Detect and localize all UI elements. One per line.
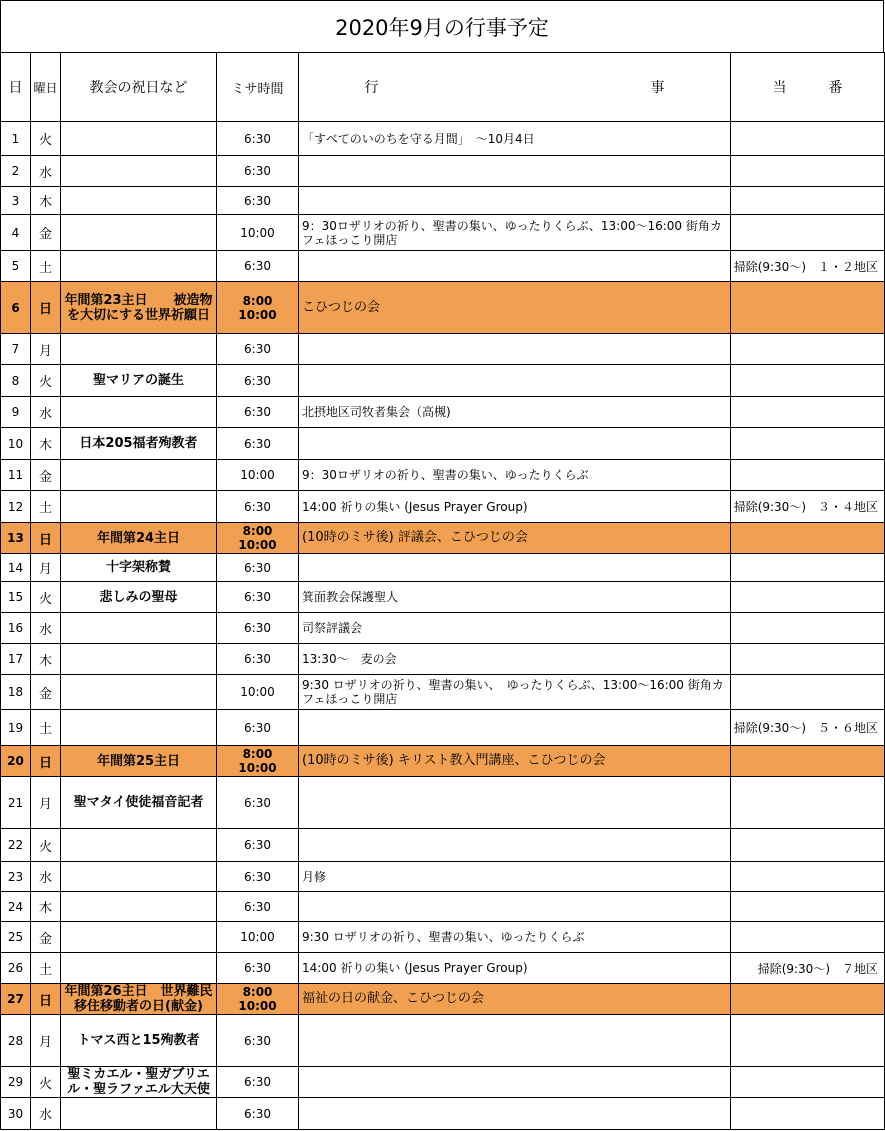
event-cell: 9：30ロザリオの祈り、聖書の集い、ゆったりくらぶ [299,460,731,491]
feast-cell [61,892,217,922]
dow-cell: 日 [31,984,61,1015]
dow-cell: 水 [31,1098,61,1130]
mass-cell [217,523,299,554]
mass-cell: 6:30 [217,122,299,156]
duty-cell [731,613,885,644]
header-event [299,53,731,122]
duty-cell [731,523,885,554]
mass-cell: 6:30 [217,365,299,397]
dow-cell: 火 [31,365,61,397]
dow-cell: 土 [31,953,61,984]
feast-cell [61,862,217,892]
feast-cell: 年間第24主日 [61,523,217,554]
event-cell: こひつじの会 [299,282,731,334]
dow-cell: 木 [31,892,61,922]
duty-cell [731,582,885,613]
feast-cell [61,187,217,215]
mass-time: 8:00 [242,747,273,761]
header-feast: 教会の祝日など [61,53,217,122]
mass-cell: 6:30 [217,397,299,428]
day-cell: 6 [1,282,31,334]
mass-cell: 6:30 [217,187,299,215]
dow-cell: 月 [31,1015,61,1067]
duty-cell [731,746,885,777]
table-row [1,777,885,829]
duty-cell [731,282,885,334]
mass-cell: 6:30 [217,428,299,460]
mass-cell: 10:00 [217,922,299,953]
event-cell: 13:30～ 麦の会 [299,644,731,675]
event-cell [299,334,731,365]
dow-cell: 月 [31,334,61,365]
header-dow: 曜日 [31,53,61,122]
table-row [1,187,885,215]
dow-cell: 日 [31,282,61,334]
mass-time: 10:00 [238,999,277,1013]
mass-time: 8:00 [242,524,273,538]
table-row [1,1067,885,1098]
feast-cell [61,251,217,282]
header-row [1,53,885,122]
table-row [1,1098,885,1130]
table-row [1,122,885,156]
dow-cell: 月 [31,777,61,829]
day-cell: 1 [1,122,31,156]
event-cell: 9:30 ロザリオの祈り、聖書の集い、 ゆったりくらぶ、13:00～16:00 街角カフェほっこり開店 [299,675,731,710]
duty-cell [731,554,885,582]
table-row [1,984,885,1015]
event-cell: 14:00 祈りの集い (Jesus Prayer Group) [299,953,731,984]
day-cell: 28 [1,1015,31,1067]
table-row [1,892,885,922]
mass-cell: 6:30 [217,953,299,984]
duty-cell [731,922,885,953]
feast-cell [61,491,217,523]
event-cell [299,710,731,746]
mass-cell: 10:00 [217,675,299,710]
mass-cell: 6:30 [217,251,299,282]
duty-cell [731,644,885,675]
table-row [1,282,885,334]
feast-cell [61,675,217,710]
day-cell: 11 [1,460,31,491]
event-cell [299,892,731,922]
event-cell [299,777,731,829]
header-duty [731,53,885,122]
day-cell: 15 [1,582,31,613]
event-cell: 北摂地区司牧者集会（高槻) [299,397,731,428]
duty-cell [731,829,885,862]
mass-cell: 6:30 [217,710,299,746]
event-cell [299,554,731,582]
event-cell [299,428,731,460]
duty-cell [731,1015,885,1067]
feast-cell [61,397,217,428]
day-cell: 29 [1,1067,31,1098]
duty-cell: 掃除(9:30～) １・２地区 [731,251,885,282]
header-mass: ミサ時間 [217,53,299,122]
table-row [1,156,885,187]
duty-cell [731,122,885,156]
duty-cell [731,1098,885,1130]
day-cell: 20 [1,746,31,777]
event-cell [299,251,731,282]
day-cell: 18 [1,675,31,710]
mass-time: 10:00 [238,761,277,775]
event-cell [299,187,731,215]
table-row [1,215,885,251]
event-cell [299,156,731,187]
day-cell: 7 [1,334,31,365]
event-cell: 9：30ロザリオの祈り、聖書の集い、ゆったりくらぶ、13:00～16:00 街角カフェほっこり開店 [299,215,731,251]
feast-cell: 聖マリアの誕生 [61,365,217,397]
dow-cell: 火 [31,582,61,613]
table-row [1,1015,885,1067]
dow-cell: 土 [31,251,61,282]
dow-cell: 土 [31,710,61,746]
mass-time: 10:00 [238,307,277,322]
duty-cell: 掃除(9:30～) ７地区 [731,953,885,984]
dow-cell: 月 [31,554,61,582]
table-row [1,710,885,746]
table-row [1,460,885,491]
event-cell: 9:30 ロザリオの祈り、聖書の集い、ゆったりくらぶ [299,922,731,953]
table-row [1,746,885,777]
day-cell: 23 [1,862,31,892]
feast-cell: 日本205福者殉教者 [61,428,217,460]
dow-cell: 木 [31,428,61,460]
table-row [1,428,885,460]
feast-cell: 年間第23主日 被造物を大切にする世界祈願日 [61,282,217,334]
duty-cell [731,397,885,428]
mass-cell [217,984,299,1015]
table-row [1,365,885,397]
event-cell [299,365,731,397]
feast-cell: トマス西と15殉教者 [61,1015,217,1067]
mass-cell [217,282,299,334]
mass-cell: 6:30 [217,156,299,187]
event-cell: (10時のミサ後) 評議会、こひつじの会 [299,523,731,554]
table-row [1,644,885,675]
mass-cell: 6:30 [217,334,299,365]
day-cell: 26 [1,953,31,984]
duty-cell [731,777,885,829]
table-row [1,829,885,862]
mass-cell: 6:30 [217,554,299,582]
day-cell: 22 [1,829,31,862]
duty-cell [731,334,885,365]
day-cell: 5 [1,251,31,282]
duty-cell [731,984,885,1015]
event-cell [299,1098,731,1130]
day-cell: 8 [1,365,31,397]
event-cell: 司祭評議会 [299,613,731,644]
feast-cell [61,644,217,675]
duty-cell [731,156,885,187]
mass-cell: 10:00 [217,215,299,251]
day-cell: 14 [1,554,31,582]
mass-cell: 10:00 [217,460,299,491]
day-cell: 2 [1,156,31,187]
event-cell: 14:00 祈りの集い (Jesus Prayer Group) [299,491,731,523]
dow-cell: 火 [31,829,61,862]
day-cell: 25 [1,922,31,953]
dow-cell: 日 [31,523,61,554]
feast-cell: 年間第26主日 世界難民移住移動者の日(献金) [61,984,217,1015]
table-row [1,953,885,984]
mass-cell: 6:30 [217,582,299,613]
dow-cell: 水 [31,397,61,428]
event-cell [299,829,731,862]
dow-cell: 日 [31,746,61,777]
table-row [1,334,885,365]
dow-cell: 金 [31,922,61,953]
event-cell: 月修 [299,862,731,892]
header-duty-label: 当 番 [772,80,843,96]
feast-cell [61,156,217,187]
duty-cell [731,215,885,251]
dow-cell: 水 [31,862,61,892]
duty-cell [731,365,885,397]
mass-cell [217,746,299,777]
dow-cell: 木 [31,187,61,215]
header-event-label: 行 事 [364,80,665,96]
day-cell: 17 [1,644,31,675]
day-cell: 21 [1,777,31,829]
event-cell: 福祉の日の献金、こひつじの会 [299,984,731,1015]
dow-cell: 水 [31,613,61,644]
day-cell: 16 [1,613,31,644]
feast-cell [61,953,217,984]
mass-cell: 6:30 [217,862,299,892]
feast-cell: 十字架称賛 [61,554,217,582]
duty-cell [731,187,885,215]
dow-cell: 火 [31,1067,61,1098]
feast-cell: 聖ミカエル・聖ガブリエル・聖ラファエル大天使 [61,1067,217,1098]
feast-cell [61,613,217,644]
mass-time: 8:00 [242,293,273,308]
dow-cell: 金 [31,215,61,251]
feast-cell: 悲しみの聖母 [61,582,217,613]
mass-time: 8:00 [242,985,273,999]
event-cell: (10時のミサ後) キリスト教入門講座、こひつじの会 [299,746,731,777]
table-row [1,397,885,428]
feast-cell [61,460,217,491]
day-cell: 24 [1,892,31,922]
table-row [1,251,885,282]
feast-cell: 聖マタイ使徒福音記者 [61,777,217,829]
dow-cell: 金 [31,675,61,710]
mass-cell: 6:30 [217,644,299,675]
mass-cell: 6:30 [217,892,299,922]
page-title: 2020年9月の行事予定 [0,0,884,52]
table-row [1,582,885,613]
feast-cell [61,710,217,746]
feast-cell: 年間第25主日 [61,746,217,777]
event-cell: 箕面教会保護聖人 [299,582,731,613]
day-cell: 27 [1,984,31,1015]
table-row [1,862,885,892]
dow-cell: 土 [31,491,61,523]
schedule-table [0,52,885,1130]
duty-cell: 掃除(9:30～) ３・４地区 [731,491,885,523]
day-cell: 10 [1,428,31,460]
feast-cell [61,122,217,156]
feast-cell [61,829,217,862]
table-row [1,675,885,710]
feast-cell [61,922,217,953]
event-cell [299,1067,731,1098]
day-cell: 4 [1,215,31,251]
feast-cell [61,334,217,365]
dow-cell: 水 [31,156,61,187]
mass-cell: 6:30 [217,777,299,829]
header-day: 日 [1,53,31,122]
mass-cell: 6:30 [217,1067,299,1098]
day-cell: 3 [1,187,31,215]
duty-cell [731,460,885,491]
day-cell: 13 [1,523,31,554]
duty-cell [731,1067,885,1098]
feast-cell [61,1098,217,1130]
table-row [1,922,885,953]
day-cell: 12 [1,491,31,523]
dow-cell: 木 [31,644,61,675]
duty-cell [731,428,885,460]
table-row [1,554,885,582]
duty-cell [731,892,885,922]
event-cell: 「すべてのいのちを守る月間」 ～10月4日 [299,122,731,156]
feast-cell [61,215,217,251]
duty-cell [731,675,885,710]
dow-cell: 金 [31,460,61,491]
mass-cell: 6:30 [217,491,299,523]
table-row [1,491,885,523]
table-row [1,523,885,554]
mass-cell: 6:30 [217,1015,299,1067]
mass-cell: 6:30 [217,1098,299,1130]
mass-cell: 6:30 [217,613,299,644]
day-cell: 19 [1,710,31,746]
day-cell: 9 [1,397,31,428]
mass-cell: 6:30 [217,829,299,862]
event-cell [299,1015,731,1067]
duty-cell [731,862,885,892]
table-row [1,613,885,644]
duty-cell: 掃除(9:30～) ５・６地区 [731,710,885,746]
dow-cell: 火 [31,122,61,156]
mass-time: 10:00 [238,538,277,552]
day-cell: 30 [1,1098,31,1130]
